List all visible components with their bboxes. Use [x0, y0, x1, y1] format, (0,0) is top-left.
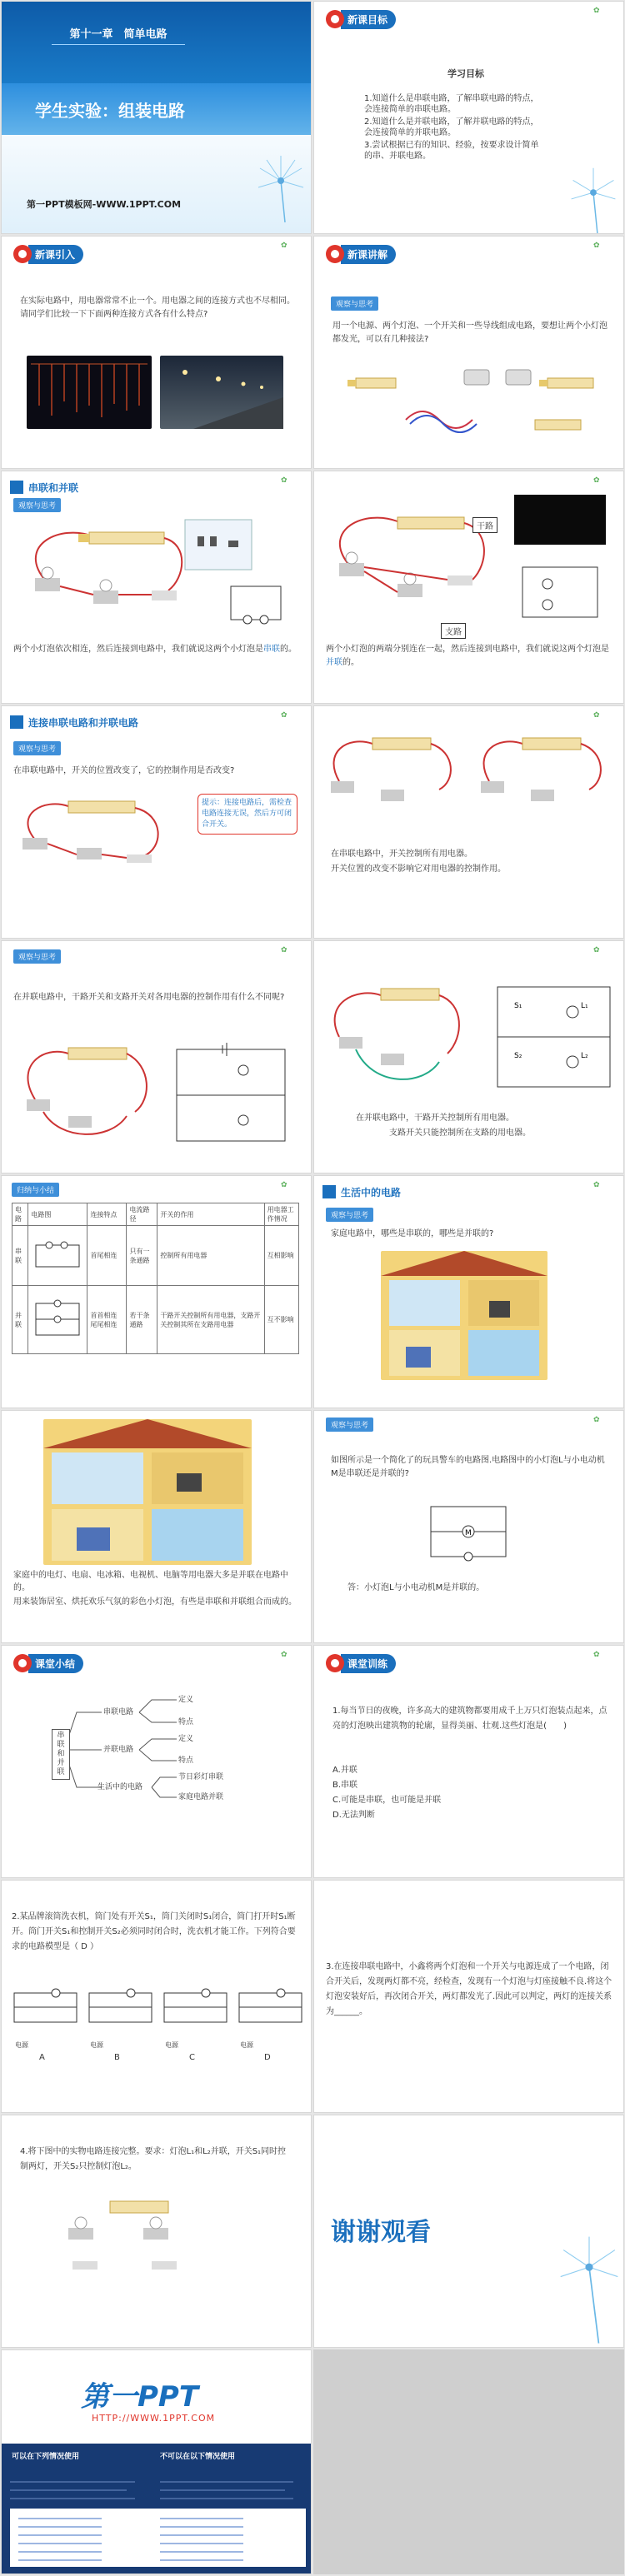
table-row — [12, 1286, 299, 1354]
header-dot-icon — [13, 245, 32, 263]
mindmap-center: 串联和并联 — [52, 1729, 70, 1780]
components-layout-illustration — [60, 2195, 252, 2286]
thanks-text: 谢谢观看 — [331, 2218, 431, 2247]
series-text-c: 的。 — [280, 645, 297, 654]
usage-link-lines — [10, 2475, 306, 2567]
mindmap-lines — [43, 1687, 268, 1812]
leaf-logo-icon: ✿ — [593, 1181, 600, 1189]
table-cell: 串联 — [12, 1226, 28, 1286]
slide-new-lesson[interactable] — [313, 236, 624, 469]
lesson-text: 用一个电源、两个灯泡、一个开关和一些导线组成电路，要想让两个小灯泡都发光，可以有几种接法? — [332, 321, 608, 344]
table-header-cell: 用电器工作情况 — [264, 1203, 298, 1226]
parallel-switch-illustration — [10, 1033, 302, 1166]
parallel-circuit-illustration — [322, 488, 622, 638]
washer-circuit-options — [10, 1981, 306, 2039]
series-circuit-illustration — [10, 511, 310, 636]
slide-summary-table[interactable] — [1, 1175, 312, 1408]
slide-title[interactable] — [1, 1, 312, 234]
power-label: 电源 — [165, 2041, 178, 2049]
power-label: 电源 — [240, 2041, 253, 2049]
leaf-logo-icon: ✿ — [281, 1181, 288, 1189]
svg-text:S₂: S₂ — [514, 1052, 522, 1060]
two-series-circuits-illustration — [322, 723, 622, 815]
option-label: A — [39, 2053, 45, 2062]
slide-header: 串联和并联 — [28, 481, 79, 494]
option-label: B — [114, 2053, 120, 2062]
mindmap-node: 并联电路 — [103, 1746, 134, 1754]
table-header-cell: 电路图 — [28, 1203, 88, 1226]
svg-text:L₁: L₁ — [581, 1002, 588, 1010]
exercise-2-question: 2.某品牌滚筒洗衣机，筒门处有开关S₁，筒门关闭时S₁闭合，筒门打开时S₁断开。筒门开关S₁和控制开关S₂必须同时闭合时，洗衣机才能工作。下列符合要求的电路模型是（ D ） — [12, 1912, 296, 1951]
slide-thanks[interactable] — [313, 2115, 624, 2348]
series-text-a: 两个小灯泡依次相连，然后连接到电路中，我们就说这两个小灯泡是 — [13, 645, 263, 654]
slide-main-title: 学生实验：组装电路 — [35, 101, 185, 121]
slide-exercise-3[interactable] — [313, 1880, 624, 2113]
toy-car-answer: 答：小灯泡L与小电动机M是并联的。 — [348, 1583, 485, 1592]
slide-header: 课堂训练 — [341, 1654, 396, 1673]
slide-header: 新课目标 — [341, 10, 396, 29]
table-cell: 互相影响 — [264, 1226, 298, 1286]
dandelion-icon — [556, 2228, 622, 2344]
table-header-cell: 电流路径 — [127, 1203, 158, 1226]
header-dot-icon — [326, 245, 344, 263]
option-d[interactable]: D.无法判断 — [332, 1811, 375, 1820]
leaf-logo-icon: ✿ — [281, 946, 288, 954]
table-cell: 只有一条通路 — [127, 1226, 158, 1286]
leaf-logo-icon: ✿ — [593, 476, 600, 485]
parallel-diagram-icon — [31, 1298, 84, 1340]
trunk-label: 干路 — [472, 517, 498, 533]
hint-box: 提示：连接电路后，需检查电路连接无误，然后方可闭合开关。 — [198, 794, 298, 835]
mindmap-node: 串联电路 — [103, 1708, 134, 1717]
slide-exercise-1[interactable] — [313, 1645, 624, 1878]
slide-header: 新课讲解 — [341, 245, 396, 264]
slide-header: 新课引入 — [28, 245, 83, 264]
header-square-icon — [10, 715, 23, 729]
chapter-label: 第十一章 简单电路 — [52, 25, 185, 45]
observe-think-tag: 观察与思考 — [331, 296, 378, 311]
leaf-logo-icon: ✿ — [593, 7, 600, 15]
toy-car-question: 如图所示是一个简化了的玩具警车的电路图.电路图中的小灯泡L与小电动机M是串联还是并联的? — [331, 1456, 605, 1478]
mindmap-node: 生活中的电路 — [98, 1783, 143, 1791]
table-cell: 首尾相连 — [88, 1226, 127, 1286]
summary-table — [12, 1203, 299, 1354]
leaf-logo-icon: ✿ — [281, 476, 288, 485]
mindmap-leaf: 特点 — [178, 1718, 194, 1726]
branch-label: 支路 — [441, 623, 466, 639]
leaf-logo-icon: ✿ — [593, 1416, 600, 1424]
leaf-logo-icon: ✿ — [593, 242, 600, 250]
leaf-logo-icon: ✿ — [281, 711, 288, 720]
svg-text:L₂: L₂ — [581, 1052, 588, 1060]
header-dot-icon — [13, 1654, 32, 1672]
series-keyword: 串联 — [263, 645, 280, 654]
leaf-logo-icon: ✿ — [281, 1651, 288, 1659]
slide-parallel-result[interactable] — [313, 940, 624, 1173]
series-diagram-icon — [31, 1238, 84, 1272]
street-lights-image — [160, 356, 283, 429]
exercise-1-question: 1.每当节日的夜晚，许多高大的建筑物都要用成千上万只灯泡装点起来，点亮的灯泡映出建筑物的轮廓，显得美丽、壮观.这些灯泡是( ) — [332, 1707, 608, 1731]
series-diagram-cell — [28, 1226, 88, 1286]
mindmap-leaf: 特点 — [178, 1756, 194, 1765]
svg-text:M: M — [465, 1529, 472, 1537]
table-cell: 互不影响 — [264, 1286, 298, 1354]
slide-header: 课堂小结 — [28, 1654, 83, 1673]
objective-item: 1.知道什么是串联电路，了解串联电路的特点，会连接简单的串联电路。 — [364, 94, 539, 114]
slide-exercise-2[interactable] — [1, 1880, 312, 2113]
footer-url: 第一PPT模板网-WWW.1PPT.COM — [27, 199, 182, 210]
mindmap-leaf: 家庭电路并联 — [178, 1793, 224, 1801]
table-row — [12, 1226, 299, 1286]
parallel-diagram-cell — [28, 1286, 88, 1354]
observe-think-tag: 观察与思考 — [13, 949, 61, 964]
option-label: C — [189, 2053, 195, 2062]
series-switch-illustration — [10, 790, 193, 873]
table-cell: 并联 — [12, 1286, 28, 1354]
option-c[interactable]: C.可能是串联，也可能是并联 — [332, 1796, 442, 1805]
objectives-heading: 学习目标 — [448, 68, 484, 79]
house-cutaway-image — [381, 1251, 548, 1380]
table-header-cell: 电路 — [12, 1203, 28, 1226]
svg-text:S₁: S₁ — [514, 1002, 522, 1010]
mindmap-leaf: 节日彩灯串联 — [178, 1773, 224, 1781]
option-a[interactable]: A.并联 — [332, 1766, 358, 1775]
series-text — [13, 643, 297, 656]
table-cell: 控制所有用电器 — [158, 1226, 264, 1286]
slide-brand-usage[interactable] — [1, 2349, 312, 2574]
usage-forbidden-title: 不可以在以下情况使用 — [160, 2453, 236, 2461]
slide-parallel[interactable] — [313, 471, 624, 704]
leaf-logo-icon: ✿ — [593, 946, 600, 954]
option-b[interactable]: B.串联 — [332, 1781, 358, 1790]
power-label: 电源 — [15, 2041, 28, 2049]
slide-series-parallel[interactable] — [1, 471, 312, 704]
house-text-a: 家庭中的电灯、电扇、电冰箱、电视机、电脑等用电器大多是并联在电路中的。 — [13, 1571, 288, 1592]
slide-header: 生活中的电路 — [341, 1186, 402, 1198]
string-lights-image — [27, 356, 152, 429]
parallel-text-a: 两个小灯泡的两端分别连在一起，然后连接到电路中，我们就说这两个灯泡是 — [326, 645, 609, 654]
slide-exercise-4[interactable] — [1, 2115, 312, 2348]
dandelion-icon — [252, 147, 310, 222]
slide-connect-circuits[interactable] — [1, 705, 312, 939]
brand-logo: 第一PPT — [81, 2380, 199, 2414]
empty-area — [313, 2349, 624, 2574]
observe-think-tag: 观察与思考 — [326, 1208, 373, 1222]
exercise-3-question: 3.在连接串联电路中，小鑫将两个灯泡和一个开关与电源连成了一个电路，闭合开关后，发现两灯都不亮，经检查，发现有一个灯泡与灯座接触不良.将这个灯泡安装好后，再次闭合开关，两灯都发光了.因此可以判定，两灯的连接关系为______。 — [326, 1962, 612, 2016]
intro-text: 在实际电路中，用电器常常不止一个。用电器之间的连接方式也不尽相同。请同学们比较一下下面两种连接方式各有什么特点? — [20, 296, 295, 319]
summary-tag: 归纳与小结 — [12, 1183, 59, 1197]
life-question: 家庭电路中，哪些是串联的，哪些是并联的? — [331, 1229, 494, 1238]
mindmap-leaf: 定义 — [178, 1735, 194, 1743]
observe-think-tag: 观察与思考 — [326, 1418, 373, 1432]
table-header-cell: 连接特点 — [88, 1203, 127, 1226]
observe-think-tag: 观察与思考 — [13, 498, 61, 512]
leaf-logo-icon: ✿ — [593, 711, 600, 720]
table-cell: 若干条通路 — [127, 1286, 158, 1354]
parallel-switch-question: 在并联电路中，干路开关和支路开关对各用电器的控制作用有什么不同呢? — [13, 993, 285, 1002]
parallel-keyword: 并联 — [326, 658, 342, 667]
slide-parallel-switches[interactable] — [1, 940, 312, 1173]
slide-toy-car[interactable] — [313, 1410, 624, 1643]
leaf-logo-icon: ✿ — [281, 242, 288, 250]
header-square-icon — [322, 1185, 336, 1198]
parallel-text — [326, 643, 609, 670]
table-cell: 首首相连 尾尾相连 — [88, 1286, 127, 1354]
parallel-text-c: 的。 — [342, 658, 359, 667]
table-header-row — [12, 1203, 299, 1226]
house-text-b: 用来装饰居室、烘托欢乐气氛的彩色小灯泡，有些是串联和并联组合而成的。 — [13, 1597, 297, 1607]
slide-life-circuits[interactable] — [313, 1175, 624, 1408]
objective-item: 2.知道什么是并联电路，了解并联电路的特点，会连接简单的并联电路。 — [364, 117, 539, 137]
brand-url: HTTP://WWW.1PPT.COM — [92, 2413, 216, 2424]
parallel-result-illustration — [322, 970, 622, 1104]
slide-intro[interactable] — [1, 236, 312, 469]
parallel-result-text-b: 支路开关只能控制所在支路的用电器。 — [389, 1129, 531, 1138]
exercise-4-question: 4.将下图中的实物电路连接完整。要求：灯泡L₁和L₂并联，开关S₁同时控制两灯，开关S₂只控制灯泡L₂。 — [20, 2147, 287, 2171]
parallel-result-text-a: 在并联电路中，干路开关控制所有用电器。 — [356, 1114, 514, 1123]
slide-header: 连接串联电路和并联电路 — [28, 716, 139, 729]
mindmap-leaf: 定义 — [178, 1696, 194, 1704]
slide-objectives[interactable] — [313, 1, 624, 234]
table-cell: 干路开关控制所有用电器，支路开关控制其所在支路用电器 — [158, 1286, 264, 1354]
slide-house-explanation[interactable] — [1, 1410, 312, 1643]
option-label: D — [264, 2053, 271, 2062]
header-square-icon — [10, 481, 23, 494]
toy-car-circuit-diagram — [422, 1498, 514, 1565]
observe-think-tag: 观察与思考 — [13, 741, 61, 755]
slide-class-summary[interactable] — [1, 1645, 312, 1878]
objectives-list — [364, 93, 543, 162]
power-label: 电源 — [90, 2041, 103, 2049]
objective-item: 3.尝试根据已有的知识、经验，按要求设计简单的串、并联电路。 — [364, 141, 539, 161]
slide-series-switch[interactable] — [313, 705, 624, 939]
series-switch-text-b: 开关位置的改变不影响它对用电器的控制作用。 — [331, 864, 506, 874]
components-illustration — [339, 361, 606, 453]
table-header-cell: 开关的作用 — [158, 1203, 264, 1226]
dandelion-icon — [564, 160, 622, 233]
header-dot-icon — [326, 10, 344, 28]
series-switch-text-a: 在串联电路中，开关控制所有用电器。 — [331, 850, 472, 859]
leaf-logo-icon: ✿ — [593, 1651, 600, 1659]
header-dot-icon — [326, 1654, 344, 1672]
usage-allowed-title: 可以在下列情况使用 — [12, 2453, 80, 2461]
house-cutaway-image — [43, 1419, 252, 1565]
connect-question: 在串联电路中，开关的位置改变了，它的控制作用是否改变? — [13, 766, 235, 775]
